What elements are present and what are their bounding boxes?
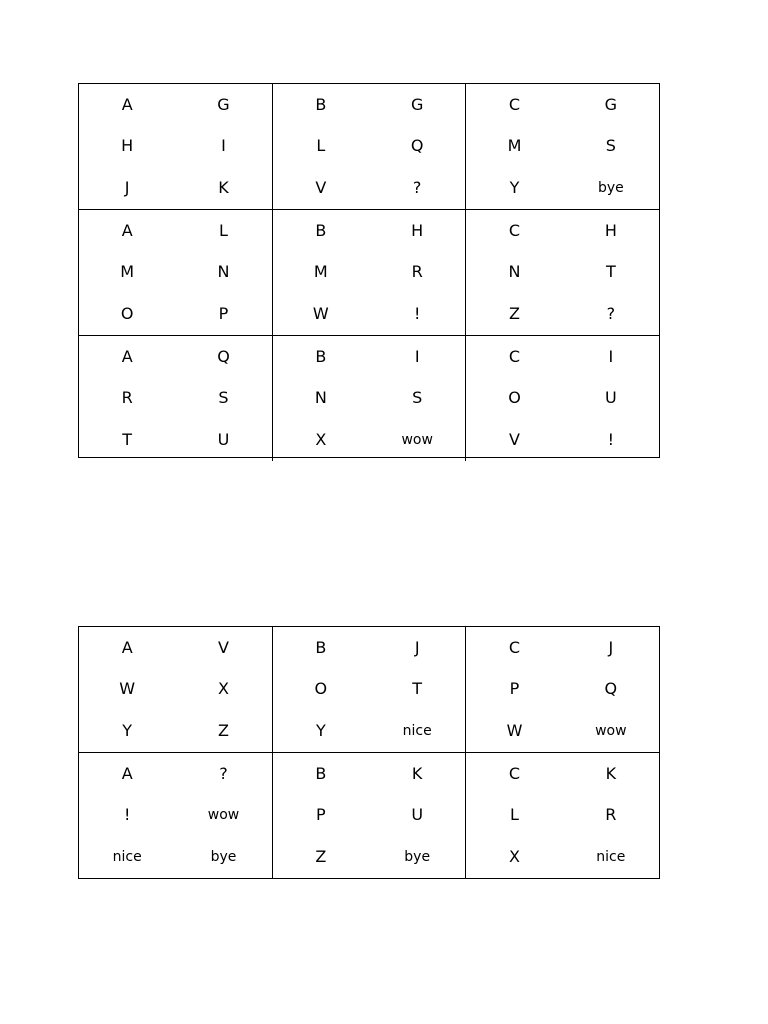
grid-cell: C [508,637,521,657]
grid-cell: Q [410,136,424,156]
grid-block [272,753,466,878]
grid-cell: V [315,178,327,198]
grid-cell: C [508,94,521,114]
grid-cell: Z [218,721,229,741]
grid-cell: R [411,262,423,282]
grid-cell: bye [597,180,624,197]
grid-cell: B [315,763,327,783]
grid-cell: T [122,430,133,450]
grid-block [272,210,466,335]
grid-cell: K [411,763,423,783]
grid-cell: wow [595,723,627,740]
grid-cell: Z [509,304,520,324]
grid-cell: Z [315,847,327,867]
symbol-grid-bottom [78,626,660,879]
grid-cell: W [312,304,329,324]
grid-cell: nice [112,849,142,866]
grid-cell: Q [604,679,618,699]
grid-cell: A [121,346,133,366]
grid-cell: K [605,763,617,783]
grid-cell: J [414,637,420,657]
grid-cell: G [604,94,618,114]
grid-block [272,336,466,461]
grid-block [79,753,272,878]
grid-row [79,84,659,209]
grid-cell: Y [122,721,133,741]
grid-cell: C [508,763,521,783]
grid-cell: M [120,262,135,282]
grid-cell: B [315,220,327,240]
grid-block [79,210,272,335]
grid-cell: T [412,679,423,699]
grid-cell: L [510,805,519,825]
grid-cell: bye [210,849,237,866]
grid-cell: U [411,805,424,825]
grid-cell: O [314,679,328,699]
grid-cell: J [124,178,130,198]
grid-cell: nice [402,723,432,740]
grid-cell: X [218,679,229,699]
grid-cell: G [410,94,424,114]
grid-cell: Q [217,346,230,366]
grid-cell: X [509,847,520,867]
grid-cell: nice [596,849,626,866]
grid-cell: P [316,805,326,825]
grid-row [79,627,659,752]
grid-cell: N [314,388,327,408]
grid-block [272,84,466,209]
grid-cell: O [508,388,521,408]
grid-cell: M [507,136,522,156]
grid-cell: Y [509,178,520,198]
grid-row [79,209,659,335]
grid-row [79,752,659,878]
grid-block [465,336,659,461]
grid-cell: S [605,136,616,156]
grid-cell: S [218,388,229,408]
grid-cell: U [604,388,617,408]
grid-cell: C [508,346,521,366]
grid-cell: S [412,388,423,408]
grid-cell: B [315,94,327,114]
grid-cell: M [313,262,328,282]
symbol-grid-top [78,83,660,458]
grid-cell: C [508,220,521,240]
grid-block [465,753,659,878]
grid-cell: B [315,346,327,366]
grid-cell: Y [315,721,326,741]
grid-block [465,627,659,752]
grid-cell: A [121,220,133,240]
grid-cell: K [218,178,229,198]
grid-cell: R [605,805,617,825]
grid-cell: A [121,763,133,783]
grid-cell: B [315,637,327,657]
grid-cell: J [608,637,614,657]
grid-cell: bye [404,849,431,866]
grid-block [79,84,272,209]
grid-cell: L [219,220,228,240]
grid-cell: N [217,262,230,282]
grid-block [79,627,272,752]
grid-block [465,84,659,209]
grid-cell: G [217,94,230,114]
grid-cell: ! [607,430,615,450]
grid-cell: I [414,346,420,366]
grid-cell: H [411,220,424,240]
grid-cell: ? [219,763,228,783]
grid-cell: wow [401,432,433,449]
grid-cell: A [121,637,133,657]
grid-cell: A [121,94,133,114]
grid-cell: W [119,679,136,699]
grid-row [79,335,659,461]
grid-cell: H [604,220,617,240]
grid-cell: H [121,136,134,156]
grid-cell: ? [606,304,616,324]
grid-cell: P [509,679,520,699]
grid-cell: ? [412,178,422,198]
grid-cell: V [509,430,520,450]
grid-cell: I [608,346,614,366]
grid-block [79,336,272,461]
grid-cell: T [605,262,616,282]
grid-cell: L [316,136,326,156]
grid-cell: ! [123,805,131,825]
grid-block [465,210,659,335]
grid-cell: I [221,136,226,156]
grid-cell: wow [207,807,240,824]
grid-cell: P [218,304,229,324]
grid-cell: ! [413,304,421,324]
grid-cell: V [218,637,229,657]
grid-cell: O [120,304,134,324]
grid-cell: N [508,262,521,282]
grid-block [272,627,466,752]
grid-cell: W [506,721,523,741]
grid-cell: U [217,430,230,450]
grid-cell: X [315,430,327,450]
grid-cell: R [121,388,133,408]
